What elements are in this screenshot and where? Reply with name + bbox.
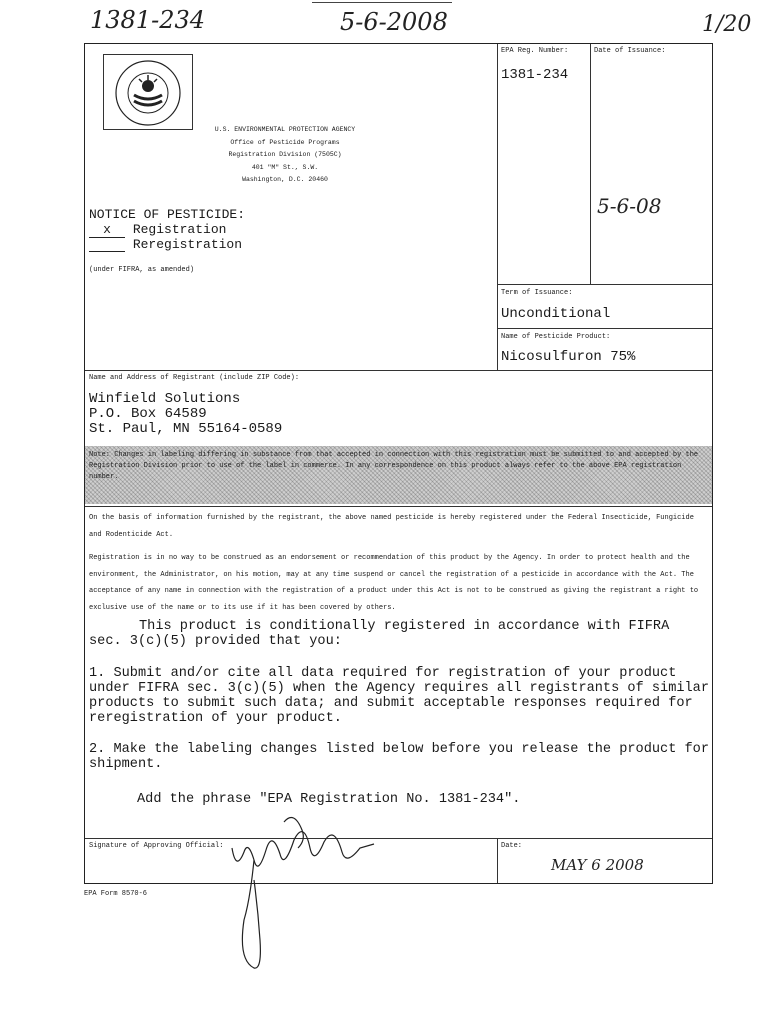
registration-checkmark: x <box>89 222 125 238</box>
registration-label: Registration <box>132 222 227 237</box>
official-signature <box>214 800 384 980</box>
right-column-divider <box>497 44 498 370</box>
condition-item-2: 2. Make the labeling changes listed below before you release the product for shipment. <box>89 742 709 772</box>
date-issuance-label: Date of Issuance: <box>594 47 666 55</box>
reregistration-label: Reregistration <box>132 237 243 252</box>
under-fifra: (under FIFRA, as amended) <box>89 266 195 274</box>
basis-statement: On the basis of information furnished by the registrant, the above named pesticide is hereby registered under the Federal Insecticide, Fungicide and Rodenticide Act. <box>89 514 694 539</box>
top-rule <box>312 2 452 3</box>
handwritten-reg-number: 1381-234 <box>90 6 205 34</box>
reregistration-option <box>89 237 242 252</box>
signature-divider <box>497 838 498 883</box>
reregistration-checkbox <box>89 239 125 252</box>
registrant-address <box>89 392 282 437</box>
agency-block <box>85 124 485 187</box>
labeling-note-text: Note: Changes in labeling differing in substance from that accepted in connection with this registration must be submitted to and accepted by the Registration Division prior to use of the label in commerce. In any correspondence on this product always refer to the above EPA registration number. <box>89 451 699 481</box>
notice-form <box>84 43 713 884</box>
term-value: Unconditional <box>501 306 611 322</box>
date-label: Date: <box>501 842 523 850</box>
registration-option <box>89 222 226 238</box>
handwritten-issuance-date: 5-6-08 <box>597 194 662 218</box>
term-label: Term of Issuance: <box>501 289 573 297</box>
registrant-city: St. Paul, MN 55164-0589 <box>89 421 283 437</box>
registration-phrase: Add the phrase "EPA Registration No. 1381-234". <box>137 792 521 807</box>
date-column-divider <box>590 44 591 284</box>
epa-reg-value: 1381-234 <box>501 67 569 83</box>
agency-name: U.S. ENVIRONMENTAL PROTECTION AGENCY <box>214 126 356 133</box>
form-number: EPA Form 8570-6 <box>84 890 148 898</box>
signature-date: MAY 6 2008 <box>551 856 644 874</box>
notice-title: NOTICE OF PESTICIDE: <box>89 207 246 222</box>
handwritten-page-marker: 1/20 <box>702 12 752 37</box>
product-label: Name of Pesticide Product: <box>501 333 611 341</box>
epa-seal-icon <box>104 55 192 129</box>
registrant-label: Name and Address of Registrant (include ZIP Code): <box>89 374 300 382</box>
epa-seal <box>103 54 193 130</box>
signature-label: Signature of Approving Official: <box>89 842 224 850</box>
endorsement-statement: Registration is in no way to be construed as an endorsement or recommendation of this product by the Agency. In order to protect health and the environment, the Administrator, on his motion, may at any time suspend or cancel the registration of a pesticide in accordance with the Act. The acceptance of any name in connection with the registration of a product under this Act is not to be construed as giving the registrant a right to exclusive use of the name or to its use if it has been covered by others. <box>89 554 699 612</box>
rule-note-bottom <box>85 506 712 507</box>
product-value: Nicosulfuron 75% <box>501 349 636 365</box>
condition-item-1: 1. Submit and/or cite all data required for registration of your product under FIFRA sec. 3(c)(5) when the Agency requires all registrants of similar products to submit such data; and submit acceptable responses required for reregistration of your product. <box>89 666 709 726</box>
rule-signature <box>85 838 712 839</box>
epa-reg-label: EPA Reg. Number: <box>501 47 569 55</box>
registrant-name: Winfield Solutions <box>89 391 241 407</box>
agency-street: 401 "M" St., S.W. <box>251 163 319 171</box>
agency-office: Office of Pesticide Programs <box>230 138 340 146</box>
conditional-statement: This product is conditionally registered in accordance with FIFRA sec. 3(c)(5) provided that you: <box>89 619 670 649</box>
labeling-note <box>85 446 712 504</box>
rule-product <box>497 328 712 329</box>
rule-term <box>497 284 712 285</box>
agency-city: Washington, D.C. 20460 <box>242 176 328 183</box>
registrant-pobox: P.O. Box 64589 <box>89 406 207 422</box>
agency-division: Registration Division (7505C) <box>228 151 342 158</box>
rule-registrant <box>85 370 712 371</box>
handwritten-date: 5-6-2008 <box>340 8 448 36</box>
